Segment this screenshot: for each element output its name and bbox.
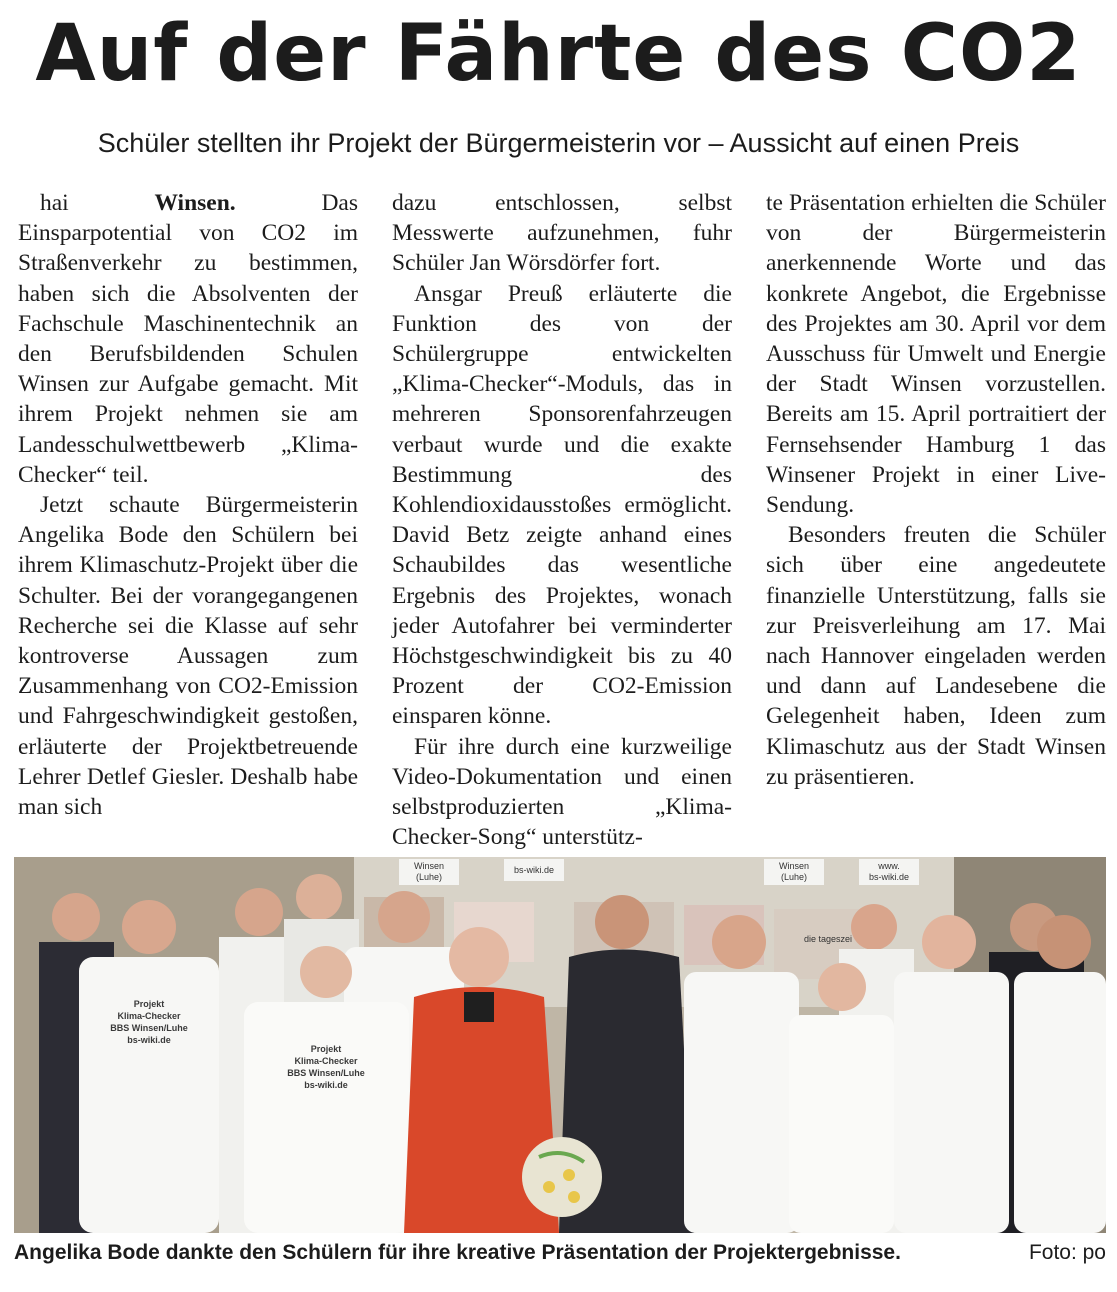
shirt-text: BBS Winsen/Luhe — [287, 1068, 365, 1078]
paragraph: te Präsentation erhielten die Schüler von der Bürgermeisterin anerkennende Worte und das konkrete Angebot, die Ergebnisse des Projektes am 30. April vor dem Ausschuss für Umwelt und Energie der Stadt Winsen vorzustellen. Bereits am 15. April portraitiert der Fernsehsender Hamburg 1 das Winsener Projekt in einer Live-Sendung. — [766, 190, 1106, 519]
shirt-text: BBS Winsen/Luhe — [110, 1023, 188, 1033]
flower-bouquet — [522, 1137, 602, 1217]
shirt-text: bs-wiki.de — [127, 1035, 171, 1045]
byline: hai — [40, 190, 69, 216]
sign-text: bs-wiki.de — [513, 865, 555, 875]
group-photo — [14, 857, 1106, 1233]
sign-text: (Luhe) — [415, 872, 443, 882]
shirt-text: Projekt — [133, 999, 165, 1009]
shirt-text: bs-wiki.de — [304, 1080, 348, 1090]
paragraph: Ansgar Preuß erläuterte die Funktion des von der Schülergruppe entwickelten „Klima-Checker“-Moduls, das in mehreren Sponsorenfahrzeugen verbaut wurde und die exakte Bestimmung des Kohlendioxidausstoßes ermöglicht. David Betz zeigte anhand eines Schaubildes das wesentliche Ergebnis des Projektes, wonach jeder Autofahrer bei verminderter Höchstgeschwindigkeit bis zu 40 Prozent der CO2-Emission einsparen könne. — [392, 280, 732, 730]
photo-caption — [14, 1236, 1106, 1270]
sign-text: (Luhe) — [780, 872, 808, 882]
sign-text: Winsen — [413, 861, 445, 871]
group-photo-illustration — [14, 857, 1106, 1233]
paragraph: Jetzt schaute Bürgermeisterin Angelika Bode den Schülern bei ihrem Klimaschutz-Projekt über die Schulter. Bei der vorangegangenen Recherche sei die Klasse auf sehr kontroverse Aussagen zum Zusammenhang von CO2-Emission und Fahrgeschwindigkeit gestoßen, erläuterte der Projektbetreuende Lehrer Detlef Giesler. Deshalb habe man sich — [18, 492, 358, 821]
sign-text: www. — [878, 861, 900, 871]
paragraph-text: Das Einsparpotential von CO2 im Straßenverkehr zu bestimmen, haben sich die Absolventen der Fachschule Maschinentechnik an den Berufsbildenden Schulen Winsen zur Aufgabe gemacht. Mit ihrem Projekt nehmen sie am Landesschulwettbewerb „Klima-Checker“ teil. — [18, 190, 358, 488]
headline: Auf der Fährte des CO2 — [35, 9, 1082, 99]
dateline: Winsen. — [154, 190, 236, 216]
poster-text: die tageszei — [804, 934, 853, 944]
subheadline: Schüler stellten ihr Projekt der Bürgermeisterin vor – Aussicht auf einen Preis — [97, 128, 1020, 158]
column-2 — [392, 188, 732, 851]
column-1 — [18, 188, 358, 838]
sign-text: bs-wiki.de — [868, 872, 910, 882]
paragraph: Für ihre durch eine kurzweilige Video-Dokumentation und einen selbstproduzierten „Klima-Checker-Song“ unterstütz- — [392, 733, 732, 851]
photo-credit: Foto: po — [1028, 1241, 1106, 1264]
shirt-text: Projekt — [310, 1044, 342, 1054]
shirt-text: Klima-Checker — [117, 1011, 181, 1021]
column-3 — [766, 188, 1106, 838]
sign-text: Winsen — [778, 861, 810, 871]
paragraph — [18, 188, 358, 490]
paragraph: Besonders freuten die Schüler sich über eine angedeutete finanzielle Unterstützung, falls sie zur Preisverleihung am 17. Mai nach Hannover eingeladen werden und dann auf Landesebene die Gelegenheit haben, Ideen zum Klimaschutz aus der Stadt Winsen zu präsentieren. — [766, 522, 1106, 790]
caption-text: Angelika Bode dankte den Schülern für ihre kreative Präsentation der Projektergebnisse. — [14, 1241, 901, 1264]
shirt-text: Klima-Checker — [294, 1056, 358, 1066]
article-body — [18, 188, 1106, 851]
paragraph: dazu entschlossen, selbst Messwerte aufzunehmen, fuhr Schüler Jan Wörsdörfer fort. — [392, 190, 732, 277]
